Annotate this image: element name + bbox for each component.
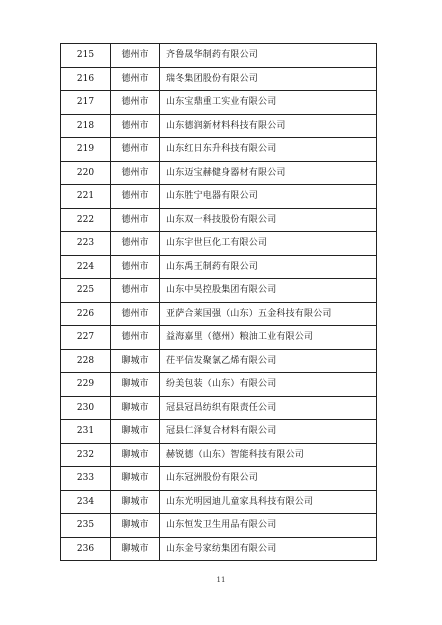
- page-number: 11: [216, 576, 226, 584]
- row-number-cell: 227: [61, 326, 111, 350]
- company-name-cell: 茌平信发聚氯乙烯有限公司: [160, 349, 377, 373]
- row-number-cell: 235: [61, 514, 111, 538]
- city-cell: 德州市: [111, 208, 160, 232]
- row-number-cell: 218: [61, 114, 111, 138]
- city-cell: 德州市: [111, 67, 160, 91]
- row-number-cell: 226: [61, 302, 111, 326]
- company-name-cell: 山东金号家纺集团有限公司: [160, 537, 377, 561]
- city-cell: 聊城市: [111, 420, 160, 444]
- city-cell: 聊城市: [111, 537, 160, 561]
- city-cell: 德州市: [111, 326, 160, 350]
- row-number-cell: 216: [61, 67, 111, 91]
- company-name-cell: 瑞冬集团股份有限公司: [160, 67, 377, 91]
- table-row: [61, 443, 377, 467]
- table-row: [61, 255, 377, 279]
- table-body: [61, 44, 377, 561]
- city-cell: 聊城市: [111, 396, 160, 420]
- row-number-cell: 222: [61, 208, 111, 232]
- table-row: [61, 114, 377, 138]
- table-row: [61, 279, 377, 303]
- city-cell: 聊城市: [111, 467, 160, 491]
- company-name-cell: 齐鲁晟华制药有限公司: [160, 44, 377, 68]
- city-cell: 德州市: [111, 44, 160, 68]
- table-row: [61, 138, 377, 162]
- row-number-cell: 231: [61, 420, 111, 444]
- city-cell: 德州市: [111, 114, 160, 138]
- row-number-cell: 236: [61, 537, 111, 561]
- table-row: [61, 326, 377, 350]
- city-cell: 德州市: [111, 279, 160, 303]
- company-name-cell: 纷美包装（山东）有限公司: [160, 373, 377, 397]
- company-name-cell: 山东禹王制药有限公司: [160, 255, 377, 279]
- row-number-cell: 230: [61, 396, 111, 420]
- company-name-cell: 山东红日东升科技有限公司: [160, 138, 377, 162]
- row-number-cell: 229: [61, 373, 111, 397]
- company-name-cell: 山东宝鼎重工实业有限公司: [160, 91, 377, 115]
- city-cell: 德州市: [111, 138, 160, 162]
- company-name-cell: 亚萨合莱国强（山东）五金科技有限公司: [160, 302, 377, 326]
- row-number-cell: 228: [61, 349, 111, 373]
- city-cell: 聊城市: [111, 514, 160, 538]
- table-row: [61, 467, 377, 491]
- company-name-cell: 冠县仁泽复合材料有限公司: [160, 420, 377, 444]
- company-name-cell: 山东德润新材料科技有限公司: [160, 114, 377, 138]
- city-cell: 德州市: [111, 91, 160, 115]
- table-row: [61, 185, 377, 209]
- city-cell: 德州市: [111, 161, 160, 185]
- city-cell: 聊城市: [111, 349, 160, 373]
- row-number-cell: 223: [61, 232, 111, 256]
- city-cell: 德州市: [111, 255, 160, 279]
- table-row: [61, 302, 377, 326]
- company-list-table: [60, 43, 377, 561]
- table-row: [61, 91, 377, 115]
- table-row: [61, 396, 377, 420]
- table-row: [61, 208, 377, 232]
- company-name-cell: 山东迈宝赫健身器材有限公司: [160, 161, 377, 185]
- row-number-cell: 233: [61, 467, 111, 491]
- row-number-cell: 220: [61, 161, 111, 185]
- table-row: [61, 537, 377, 561]
- row-number-cell: 225: [61, 279, 111, 303]
- company-name-cell: 冠县冠昌纺织有限责任公司: [160, 396, 377, 420]
- company-name-cell: 山东中昊控股集团有限公司: [160, 279, 377, 303]
- table-row: [61, 161, 377, 185]
- city-cell: 聊城市: [111, 443, 160, 467]
- table-row: [61, 349, 377, 373]
- table-row: [61, 373, 377, 397]
- table-row: [61, 514, 377, 538]
- company-name-cell: 山东冠洲股份有限公司: [160, 467, 377, 491]
- company-name-cell: 山东双一科技股份有限公司: [160, 208, 377, 232]
- company-list-table-container: [60, 43, 377, 561]
- table-row: [61, 420, 377, 444]
- company-name-cell: 山东恒发卫生用品有限公司: [160, 514, 377, 538]
- company-name-cell: 山东胜宁电器有限公司: [160, 185, 377, 209]
- row-number-cell: 219: [61, 138, 111, 162]
- row-number-cell: 221: [61, 185, 111, 209]
- table-row: [61, 67, 377, 91]
- row-number-cell: 232: [61, 443, 111, 467]
- row-number-cell: 224: [61, 255, 111, 279]
- city-cell: 聊城市: [111, 490, 160, 514]
- row-number-cell: 234: [61, 490, 111, 514]
- table-row: [61, 232, 377, 256]
- city-cell: 德州市: [111, 232, 160, 256]
- company-name-cell: 山东宇世巨化工有限公司: [160, 232, 377, 256]
- table-row: [61, 490, 377, 514]
- row-number-cell: 217: [61, 91, 111, 115]
- row-number-cell: 215: [61, 44, 111, 68]
- company-name-cell: 赫锐德（山东）智能科技有限公司: [160, 443, 377, 467]
- city-cell: 聊城市: [111, 373, 160, 397]
- city-cell: 德州市: [111, 302, 160, 326]
- table-row: [61, 44, 377, 68]
- company-name-cell: 山东光明园迪儿童家具科技有限公司: [160, 490, 377, 514]
- city-cell: 德州市: [111, 185, 160, 209]
- company-name-cell: 益海嘉里（德州）粮油工业有限公司: [160, 326, 377, 350]
